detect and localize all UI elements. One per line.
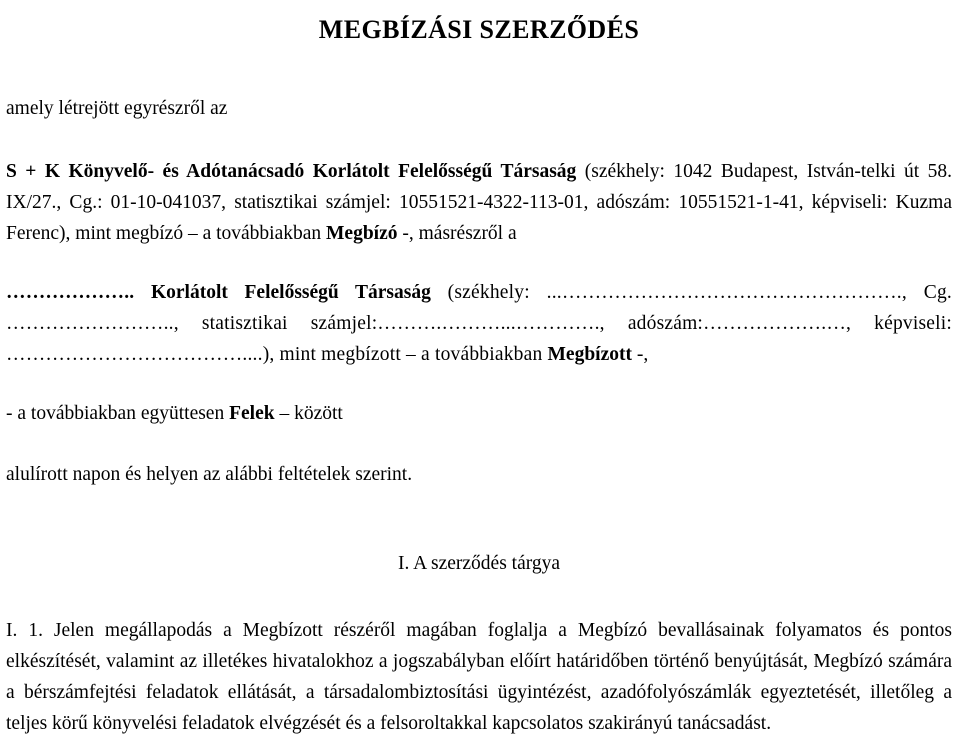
document-page bbox=[0, 14, 960, 745]
principal-party-name: S + K Könyvelő- és Adótanácsadó Korlátolt Felelősségű Társaság bbox=[6, 161, 577, 183]
section-heading-i: I. A szerződés tárgya bbox=[397, 553, 561, 575]
agent-party-paragraph bbox=[6, 277, 952, 370]
intro-paragraph: amely létrejött egyrészről az bbox=[6, 98, 228, 120]
joint-definition-paragraph bbox=[6, 398, 952, 429]
agent-registered-office-blank: (székhely: ...……………………………………………., bbox=[430, 282, 924, 304]
clause-i-1: I. 1. Jelen megállapodás a Megbízott részéről magában foglalja a Megbízó bevallásainak folyamatos és pontos elkészítését, valamint az illetékes hivatalokhoz a jogszabályban előírt határidőben történő benyújtását, Megbízó számára a bérszámfejtési feladatok ellátását, a társadalombiztosítási ügyintézést, azadófolyószámlák egyeztetését, illetőleg a teljes körű könyvelési feladatok elvégzését és a felsoroltakkal kapcsolatos szakirányú tanácsadást. bbox=[6, 620, 952, 735]
agent-registration-blank: Cg. …………………….., statisztikai számjel:……….………...…………., adószám:……………….…, bbox=[6, 282, 952, 335]
principal-party-details: (székhely: 1042 Budapest, István-telki út 58. IX/27., Cg.: 01-10-041037, statisztikai számjel: 10551521-4322-113-01, adószám: 10551521-1-41, képviseli: Kuzma Ferenc), mint megbízó – a továbbiakban bbox=[6, 161, 952, 245]
principal-party-trailing: -, másrészről a bbox=[397, 223, 517, 245]
joint-definition-prefix: - a továbbiakban együttesen bbox=[6, 403, 230, 425]
joint-definition-suffix: – között bbox=[274, 403, 343, 425]
agent-party-trailing: -, bbox=[631, 344, 649, 366]
joint-definition-term: Felek bbox=[229, 403, 275, 425]
principal-role-term: Megbízó bbox=[326, 223, 398, 245]
agent-representative-blank: képviseli: ………………………………....), mint megbízott – a továbbiakban bbox=[6, 313, 952, 366]
page-title: MEGBÍZÁSI SZERZŐDÉS bbox=[318, 15, 640, 44]
agent-name-blank: ……………….. bbox=[6, 282, 135, 304]
agent-party-name-suffix: Korlátolt Felelősségű Társaság bbox=[134, 282, 431, 304]
agent-role-term: Megbízott bbox=[547, 344, 632, 366]
principal-party-paragraph bbox=[6, 156, 952, 249]
closing-paragraph: alulírott napon és helyen az alábbi feltételek szerint. bbox=[6, 464, 413, 486]
